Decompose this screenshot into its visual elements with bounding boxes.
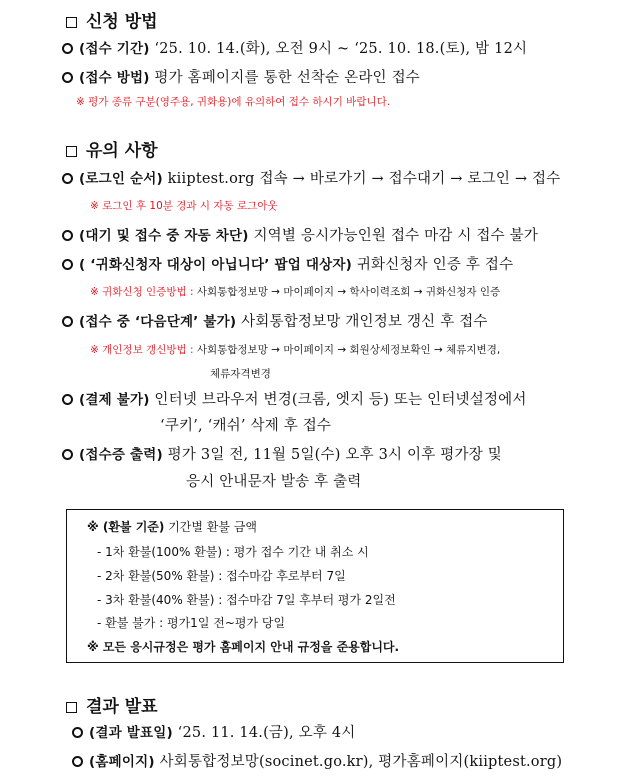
result-date-text: ‘25. 11. 14.(금), 오후 4시 [177,725,356,741]
homepage-label: (홈페이지) [89,754,155,770]
section-heading-cautions: 유의 사항 [66,136,158,161]
circle-bullet-icon [62,316,73,327]
payment-label: (결제 불가) [79,392,150,408]
circle-bullet-icon [62,230,73,241]
popup-text: 귀화신청자 인증 후 접수 [356,257,514,273]
square-bullet-icon [66,146,77,157]
apply-method-label: (접수 방법) [79,70,150,86]
circle-bullet-icon [62,43,73,54]
payment-text-cont: ‘쿠키’, ‘캐쉬’ 삭제 후 접수 [160,418,332,434]
next-step-row [62,310,488,331]
refund-item: - 1차 환불(100% 환불) : 평가 접수 기간 내 취소 시 [97,545,369,559]
next-step-label: (접수 중 ‘다음단계’ 불가) [79,314,237,330]
payment-row [62,388,527,409]
apply-period-label: (접수 기간) [79,41,150,57]
receipt-print-text-cont: 응시 안내문자 발송 후 출력 [186,474,362,490]
circle-bullet-icon [62,449,73,460]
apply-note: ※ 평가 종류 구분(영주용, 귀화용)에 유의하여 접수 하시기 바랍니다. [76,96,391,108]
receipt-print-text: 평가 3일 전, 11월 5일(수) 오후 3시 이후 평가장 및 [167,447,502,463]
result-date-label: (결과 발표일) [89,725,173,741]
homepage-text: 사회통합정보망(socinet.go.kr), 평가홈페이지(kiiptest.org) [159,754,563,770]
refund-item: - 3차 환불(40% 환불) : 접수마감 7일 후부터 평가 2일전 [97,593,396,607]
popup-note: ※ 귀화신청 인증방법 : 사회통합정보망 → 마이페이지 → 학사이력조회 → 귀화신청자 인증 [90,286,501,298]
apply-period-row [62,37,527,58]
refund-title: ※ (환불 기준) 기간별 환불 금액 [87,520,257,534]
refund-footer: ※ 모든 응시규정은 평가 홈페이지 안내 규정을 준용합니다. [87,640,400,654]
square-bullet-icon [66,702,77,713]
auto-block-text: 지역별 응시가능인원 접수 마감 시 접수 불가 [253,228,539,244]
circle-bullet-icon [72,727,83,738]
auto-block-row [62,224,538,245]
login-note: ※ 로그인 후 10분 경과 시 자동 로그아웃 [90,200,278,212]
login-order-row [62,167,560,188]
circle-bullet-icon [62,72,73,83]
payment-text: 인터넷 브라우저 변경(크롬, 엣지 등) 또는 인터넷설정에서 [154,392,527,408]
popup-label: ( ‘귀화신청자 대상이 아닙니다’ 팝업 대상자) [79,257,352,273]
section-heading-apply: 신청 방법 [66,7,158,32]
next-step-note: ※ 개인정보 갱신방법 : 사회통합정보망 → 마이페이지 → 회원상세정보확인 → 체류지변경, [90,344,501,356]
login-order-text: kiiptest.org 접속 → 바로가기 → 접수대기 → 로그인 → 접수 [167,171,561,187]
homepage-row [72,750,562,771]
circle-bullet-icon [62,394,73,405]
receipt-print-row [62,443,502,464]
next-step-note-cont: 체류자격변경 [210,368,271,380]
receipt-print-label: (접수증 출력) [79,447,163,463]
login-order-label: (로그인 순서) [79,171,163,187]
auto-block-label: (대기 및 접수 중 자동 차단) [79,228,249,244]
circle-bullet-icon [62,259,73,270]
square-bullet-icon [66,17,77,28]
circle-bullet-icon [72,756,83,767]
result-date-row [72,721,355,742]
circle-bullet-icon [62,173,73,184]
apply-method-row [62,66,420,87]
section-heading-results: 결과 발표 [66,692,158,717]
refund-policy-box [66,509,564,663]
refund-item: - 환불 불가 : 평가1일 전~평가 당일 [97,616,286,630]
popup-row [62,253,513,274]
apply-period-text: ‘25. 10. 14.(화), 오전 9시 ~ ‘25. 10. 18.(토), 밤 12시 [154,41,528,57]
refund-item: - 2차 환불(50% 환불) : 접수마감 후로부터 7일 [97,569,346,583]
apply-method-text: 평가 홈페이지를 통한 선착순 온라인 접수 [154,70,420,86]
next-step-text: 사회통합정보망 개인정보 갱신 후 접수 [241,314,488,330]
